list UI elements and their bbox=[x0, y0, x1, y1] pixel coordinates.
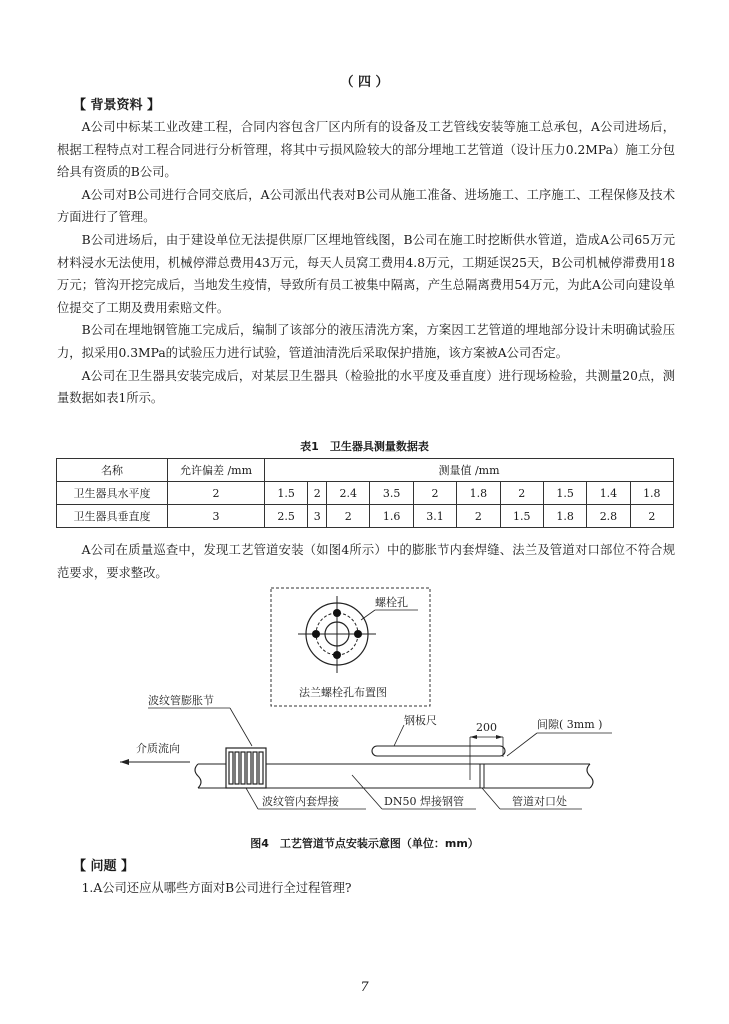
gap-label: 间隙( 3mm ) bbox=[537, 718, 603, 731]
steel-ruler-label: 钢板尺 bbox=[404, 714, 437, 727]
table-cell: 1.6 bbox=[370, 505, 413, 528]
steel-ruler bbox=[372, 746, 505, 756]
table-cell: 2.4 bbox=[327, 482, 370, 505]
table-cell: 1.8 bbox=[457, 482, 500, 505]
background-text bbox=[57, 116, 675, 410]
bellows-label: 波纹管膨胀节 bbox=[148, 694, 214, 707]
paragraph: A公司在质量巡查中，发现工艺管道安装（如图4所示）中的膨胀节内套焊缝、法兰及管道对口部位不符合规范要求，要求整改。 bbox=[57, 543, 675, 580]
inner-sleeve-weld-label: 波纹管内套焊接 bbox=[262, 795, 339, 808]
bolt-hole-label: 螺栓孔 bbox=[375, 596, 408, 609]
joint-label: 管道对口处 bbox=[512, 795, 567, 808]
pipe-spec-label: DN50 焊接钢管 bbox=[384, 795, 464, 808]
table-cell: 3 bbox=[308, 505, 327, 528]
inset-label: 法兰螺栓孔布置图 bbox=[299, 686, 387, 699]
bolt-hole-icon bbox=[333, 609, 341, 617]
bolt-hole-icon bbox=[312, 630, 320, 638]
figure-caption: 图4 工艺管道节点安装示意图（单位：mm） bbox=[250, 837, 479, 850]
table-cell: 1.5 bbox=[265, 482, 308, 505]
table-cell: 3.1 bbox=[413, 505, 456, 528]
section-title: （ 四 ） bbox=[340, 75, 389, 90]
bolt-hole-icon bbox=[333, 651, 341, 659]
table-row bbox=[57, 505, 674, 528]
table-cell: 2 bbox=[308, 482, 327, 505]
arrow-left-icon bbox=[120, 759, 129, 765]
table-caption: 表1 卫生器具测量数据表 bbox=[300, 440, 429, 453]
flow-direction-label: 介质流向 bbox=[136, 742, 180, 755]
table-cell: 2 bbox=[327, 505, 370, 528]
questions bbox=[57, 877, 675, 900]
bolt-hole-icon bbox=[354, 630, 362, 638]
table-header-cell: 允许偏差 /mm bbox=[168, 459, 265, 482]
paragraph: B公司进场后，由于建设单位无法提供原厂区埋地管线图，B公司在施工时挖断供水管道，造成A公司65万元材料浸水无法使用，机械停滞总费用43万元，每天人员窝工费用4.8万元，工期延误25天，B公司机械停滞费用18万元；管沟开挖完成后，当地发生疫情，导致所有员工被集中隔离，产生总隔离费用54万元，为此A公司向建设单位提交了工期及费用索赔文件。 bbox=[57, 232, 675, 315]
after-table-text bbox=[57, 539, 675, 584]
measurement-table bbox=[56, 458, 674, 528]
question-heading: 【 问题 】 bbox=[73, 859, 135, 874]
table-cell: 卫生器具垂直度 bbox=[57, 505, 168, 528]
table-cell: 2 bbox=[500, 482, 543, 505]
pipe-node-figure bbox=[0, 585, 729, 830]
table-header-row bbox=[57, 459, 674, 482]
table-cell: 2 bbox=[168, 482, 265, 505]
table-cell: 1.8 bbox=[630, 482, 673, 505]
table-cell: 2 bbox=[457, 505, 500, 528]
page-number: 7 bbox=[360, 980, 369, 995]
table-cell: 2.8 bbox=[587, 505, 630, 528]
bolt-hole-leader bbox=[361, 610, 375, 620]
table-cell: 1.4 bbox=[587, 482, 630, 505]
table-cell: 3.5 bbox=[370, 482, 413, 505]
paragraph: A公司对B公司进行合同交底后，A公司派出代表对B公司从施工准备、进场施工、工序施工、工程保修及技术方面进行了管理。 bbox=[57, 187, 675, 225]
table-header-cell: 测量值 /mm bbox=[265, 459, 674, 482]
paragraph: A公司在卫生器具安装完成后，对某层卫生器具（检验批的水平度及垂直度）进行现场检验，共测量20点，测量数据如表1所示。 bbox=[57, 368, 675, 406]
table-cell: 1.8 bbox=[543, 505, 586, 528]
table-cell: 2.5 bbox=[265, 505, 308, 528]
background-heading: 【 背景资料 】 bbox=[73, 98, 161, 113]
dimension-200-label: 200 bbox=[476, 721, 497, 734]
table-cell: 1.5 bbox=[543, 482, 586, 505]
question-item: 1.A公司还应从哪些方面对B公司进行全过程管理? bbox=[81, 881, 352, 895]
flange-diagram bbox=[298, 596, 376, 673]
table-header-cell: 名称 bbox=[57, 459, 168, 482]
table-cell: 2 bbox=[413, 482, 456, 505]
table-cell: 卫生器具水平度 bbox=[57, 482, 168, 505]
table-cell: 1.5 bbox=[500, 505, 543, 528]
table-row bbox=[57, 482, 674, 505]
table-cell: 3 bbox=[168, 505, 265, 528]
bellows-expansion-joint bbox=[226, 748, 266, 788]
paragraph: B公司在埋地钢管施工完成后，编制了该部分的液压清洗方案，方案因工艺管道的埋地部分设计未明确试验压力，拟采用0.3MPa的试验压力进行试验，管道油清洗后采取保护措施，该方案被A公司否定。 bbox=[57, 323, 675, 360]
table-cell: 2 bbox=[630, 505, 673, 528]
paragraph: A公司中标某工业改建工程，合同内容包含厂区内所有的设备及工艺管线安装等施工总承包，A公司进场后，根据工程特点对工程合同进行分析管理，将其中亏损风险较大的部分埋地工艺管道（设计压力0.2MPa）施工分包给具有资质的B公司。 bbox=[57, 120, 675, 180]
